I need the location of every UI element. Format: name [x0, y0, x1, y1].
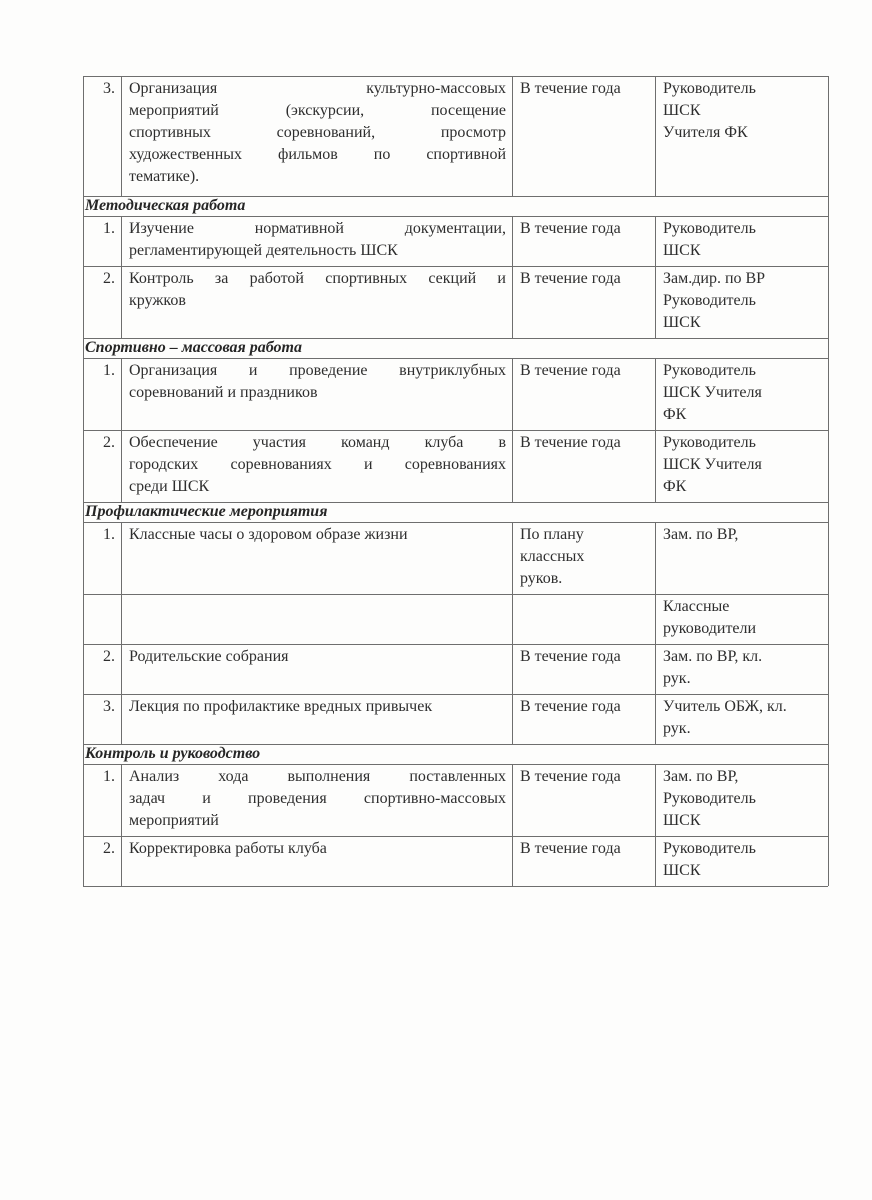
row-divider: [83, 430, 828, 431]
activity-text: Классные часы о здоровом образе жизни: [129, 526, 408, 543]
activity-text: спортивных соревнований, просмотр: [129, 124, 506, 141]
responsible-text: ФК: [663, 406, 687, 423]
column-divider-num: [121, 644, 122, 694]
time-text: В течение года: [520, 768, 621, 785]
activity-text: городских соревнованиях и соревнованиях: [129, 456, 506, 473]
time-text: классных: [520, 548, 585, 565]
column-divider-time: [655, 76, 656, 196]
column-divider-activity: [512, 266, 513, 338]
row-divider: [83, 836, 828, 837]
responsible-text: рук.: [663, 720, 691, 737]
table-border-right: [828, 836, 829, 886]
row-divider: [83, 694, 828, 695]
row-divider: [83, 886, 828, 887]
column-divider-time: [655, 594, 656, 644]
responsible-text: ШСК: [663, 314, 701, 331]
responsible-text: Руководитель: [663, 220, 756, 237]
section-title: Профилактические мероприятия: [85, 503, 328, 520]
time-text: В течение года: [520, 648, 621, 665]
row-divider: [83, 266, 828, 267]
column-divider-time: [655, 522, 656, 594]
column-divider-num: [121, 694, 122, 744]
column-divider-activity: [512, 358, 513, 430]
activity-text: Обеспечение участия команд клуба в: [129, 434, 506, 451]
row-number: 1.: [103, 526, 115, 543]
column-divider-time: [655, 358, 656, 430]
table-border-right: [828, 694, 829, 744]
time-text: В течение года: [520, 270, 621, 287]
responsible-text: ШСК: [663, 102, 701, 119]
table-border-left: [83, 694, 84, 744]
time-text: В течение года: [520, 362, 621, 379]
table-border-left: [83, 196, 84, 216]
table-border-right: [828, 764, 829, 836]
responsible-text: Зам. по ВР,: [663, 526, 739, 543]
table-border-right: [828, 196, 829, 216]
responsible-text: Руководитель: [663, 362, 756, 379]
table-border-left: [83, 522, 84, 594]
column-divider-num: [121, 764, 122, 836]
activity-text: мероприятий: [129, 812, 219, 829]
table-border-right: [828, 522, 829, 594]
activity-text: Изучение нормативной документации,: [129, 220, 506, 237]
responsible-text: Руководитель: [663, 434, 756, 451]
column-divider-activity: [512, 836, 513, 886]
column-divider-time: [655, 764, 656, 836]
responsible-text: Руководитель: [663, 790, 756, 807]
row-number: 2.: [103, 648, 115, 665]
responsible-text: ШСК Учителя: [663, 384, 762, 401]
table-border-left: [83, 76, 84, 196]
column-divider-num: [121, 76, 122, 196]
row-divider: [83, 594, 828, 595]
table-border-left: [83, 216, 84, 266]
time-text: По плану: [520, 526, 584, 543]
activity-text: Родительские собрания: [129, 648, 289, 665]
table-border-left: [83, 594, 84, 644]
time-text: В течение года: [520, 434, 621, 451]
responsible-text: ШСК: [663, 242, 701, 259]
time-text: В течение года: [520, 220, 621, 237]
table-border-right: [828, 266, 829, 338]
responsible-text: Зам. по ВР, кл.: [663, 648, 763, 665]
responsible-text: ШСК: [663, 812, 701, 829]
row-number: 3.: [103, 698, 115, 715]
activity-text: Лекция по профилактике вредных привычек: [129, 698, 433, 715]
activity-text: художественных фильмов по спортивной: [129, 146, 506, 163]
row-number: 1.: [103, 220, 115, 237]
responsible-text: Учитель ОБЖ, кл.: [663, 698, 787, 715]
column-divider-time: [655, 694, 656, 744]
responsible-text: Руководитель: [663, 292, 756, 309]
section-title: Методическая работа: [85, 197, 246, 214]
activity-text: регламентирующей деятельность ШСК: [129, 242, 398, 259]
table-border-left: [83, 764, 84, 836]
activity-text: Контроль за работой спортивных секций и: [129, 270, 506, 287]
table-border-right: [828, 430, 829, 502]
table-border-right: [828, 744, 829, 764]
responsible-text: Классные: [663, 598, 730, 615]
activity-text: задач и проведения спортивно-массовых: [129, 790, 506, 807]
time-text: В течение года: [520, 80, 621, 97]
column-divider-num: [121, 594, 122, 644]
responsible-text: Зам. по ВР,: [663, 768, 739, 785]
column-divider-num: [121, 358, 122, 430]
row-number: 2.: [103, 840, 115, 857]
section-divider: [83, 216, 828, 217]
activity-text: Корректировка работы клуба: [129, 840, 327, 857]
column-divider-num: [121, 266, 122, 338]
activity-text: мероприятий (экскурсии, посещение: [129, 102, 506, 119]
column-divider-time: [655, 266, 656, 338]
section-divider: [83, 358, 828, 359]
table-border-left: [83, 836, 84, 886]
table-border-right: [828, 358, 829, 430]
column-divider-num: [121, 430, 122, 502]
table-border-right: [828, 76, 829, 196]
column-divider-num: [121, 216, 122, 266]
activity-text: кружков: [129, 292, 186, 309]
column-divider-activity: [512, 76, 513, 196]
activity-text: Организация и проведение внутриклубных: [129, 362, 506, 379]
table-border-right: [828, 644, 829, 694]
column-divider-activity: [512, 764, 513, 836]
responsible-text: Учителя ФК: [663, 124, 748, 141]
table-border-left: [83, 744, 84, 764]
row-number: 1.: [103, 362, 115, 379]
activity-text: среди ШСК: [129, 478, 210, 495]
table-border-left: [83, 266, 84, 338]
column-divider-num: [121, 522, 122, 594]
table-border-right: [828, 338, 829, 358]
table-border-right: [828, 502, 829, 522]
responsible-text: Руководитель: [663, 840, 756, 857]
column-divider-activity: [512, 216, 513, 266]
section-divider: [83, 764, 828, 765]
column-divider-time: [655, 836, 656, 886]
activity-text: соревнований и праздников: [129, 384, 318, 401]
responsible-text: ФК: [663, 478, 687, 495]
responsible-text: Зам.дир. по ВР: [663, 270, 766, 287]
activity-text: Анализ хода выполнения поставленных: [129, 768, 506, 785]
row-number: 1.: [103, 768, 115, 785]
activity-text: Организация культурно-массовых: [129, 80, 506, 97]
time-text: руков.: [520, 570, 563, 587]
time-text: В течение года: [520, 698, 621, 715]
table-border-left: [83, 644, 84, 694]
column-divider-activity: [512, 430, 513, 502]
responsible-text: ШСК: [663, 862, 701, 879]
section-divider: [83, 522, 828, 523]
table-border-left: [83, 338, 84, 358]
column-divider-time: [655, 430, 656, 502]
column-divider-time: [655, 644, 656, 694]
responsible-text: руководители: [663, 620, 757, 637]
row-number: 2.: [103, 270, 115, 287]
table-border-left: [83, 430, 84, 502]
responsible-text: рук.: [663, 670, 691, 687]
section-title: Спортивно – массовая работа: [85, 339, 302, 356]
row-divider: [83, 644, 828, 645]
section-title: Контроль и руководство: [85, 745, 261, 762]
column-divider-activity: [512, 694, 513, 744]
time-text: В течение года: [520, 840, 621, 857]
table-top-border: [83, 76, 828, 77]
activity-text: тематике).: [129, 168, 200, 185]
responsible-text: ШСК Учителя: [663, 456, 762, 473]
column-divider-activity: [512, 594, 513, 644]
table-border-left: [83, 358, 84, 430]
table-border-left: [83, 502, 84, 522]
table-border-right: [828, 594, 829, 644]
row-number: 3.: [103, 80, 115, 97]
row-number: 2.: [103, 434, 115, 451]
column-divider-activity: [512, 644, 513, 694]
responsible-text: Руководитель: [663, 80, 756, 97]
column-divider-time: [655, 216, 656, 266]
table-border-right: [828, 216, 829, 266]
column-divider-num: [121, 836, 122, 886]
column-divider-activity: [512, 522, 513, 594]
